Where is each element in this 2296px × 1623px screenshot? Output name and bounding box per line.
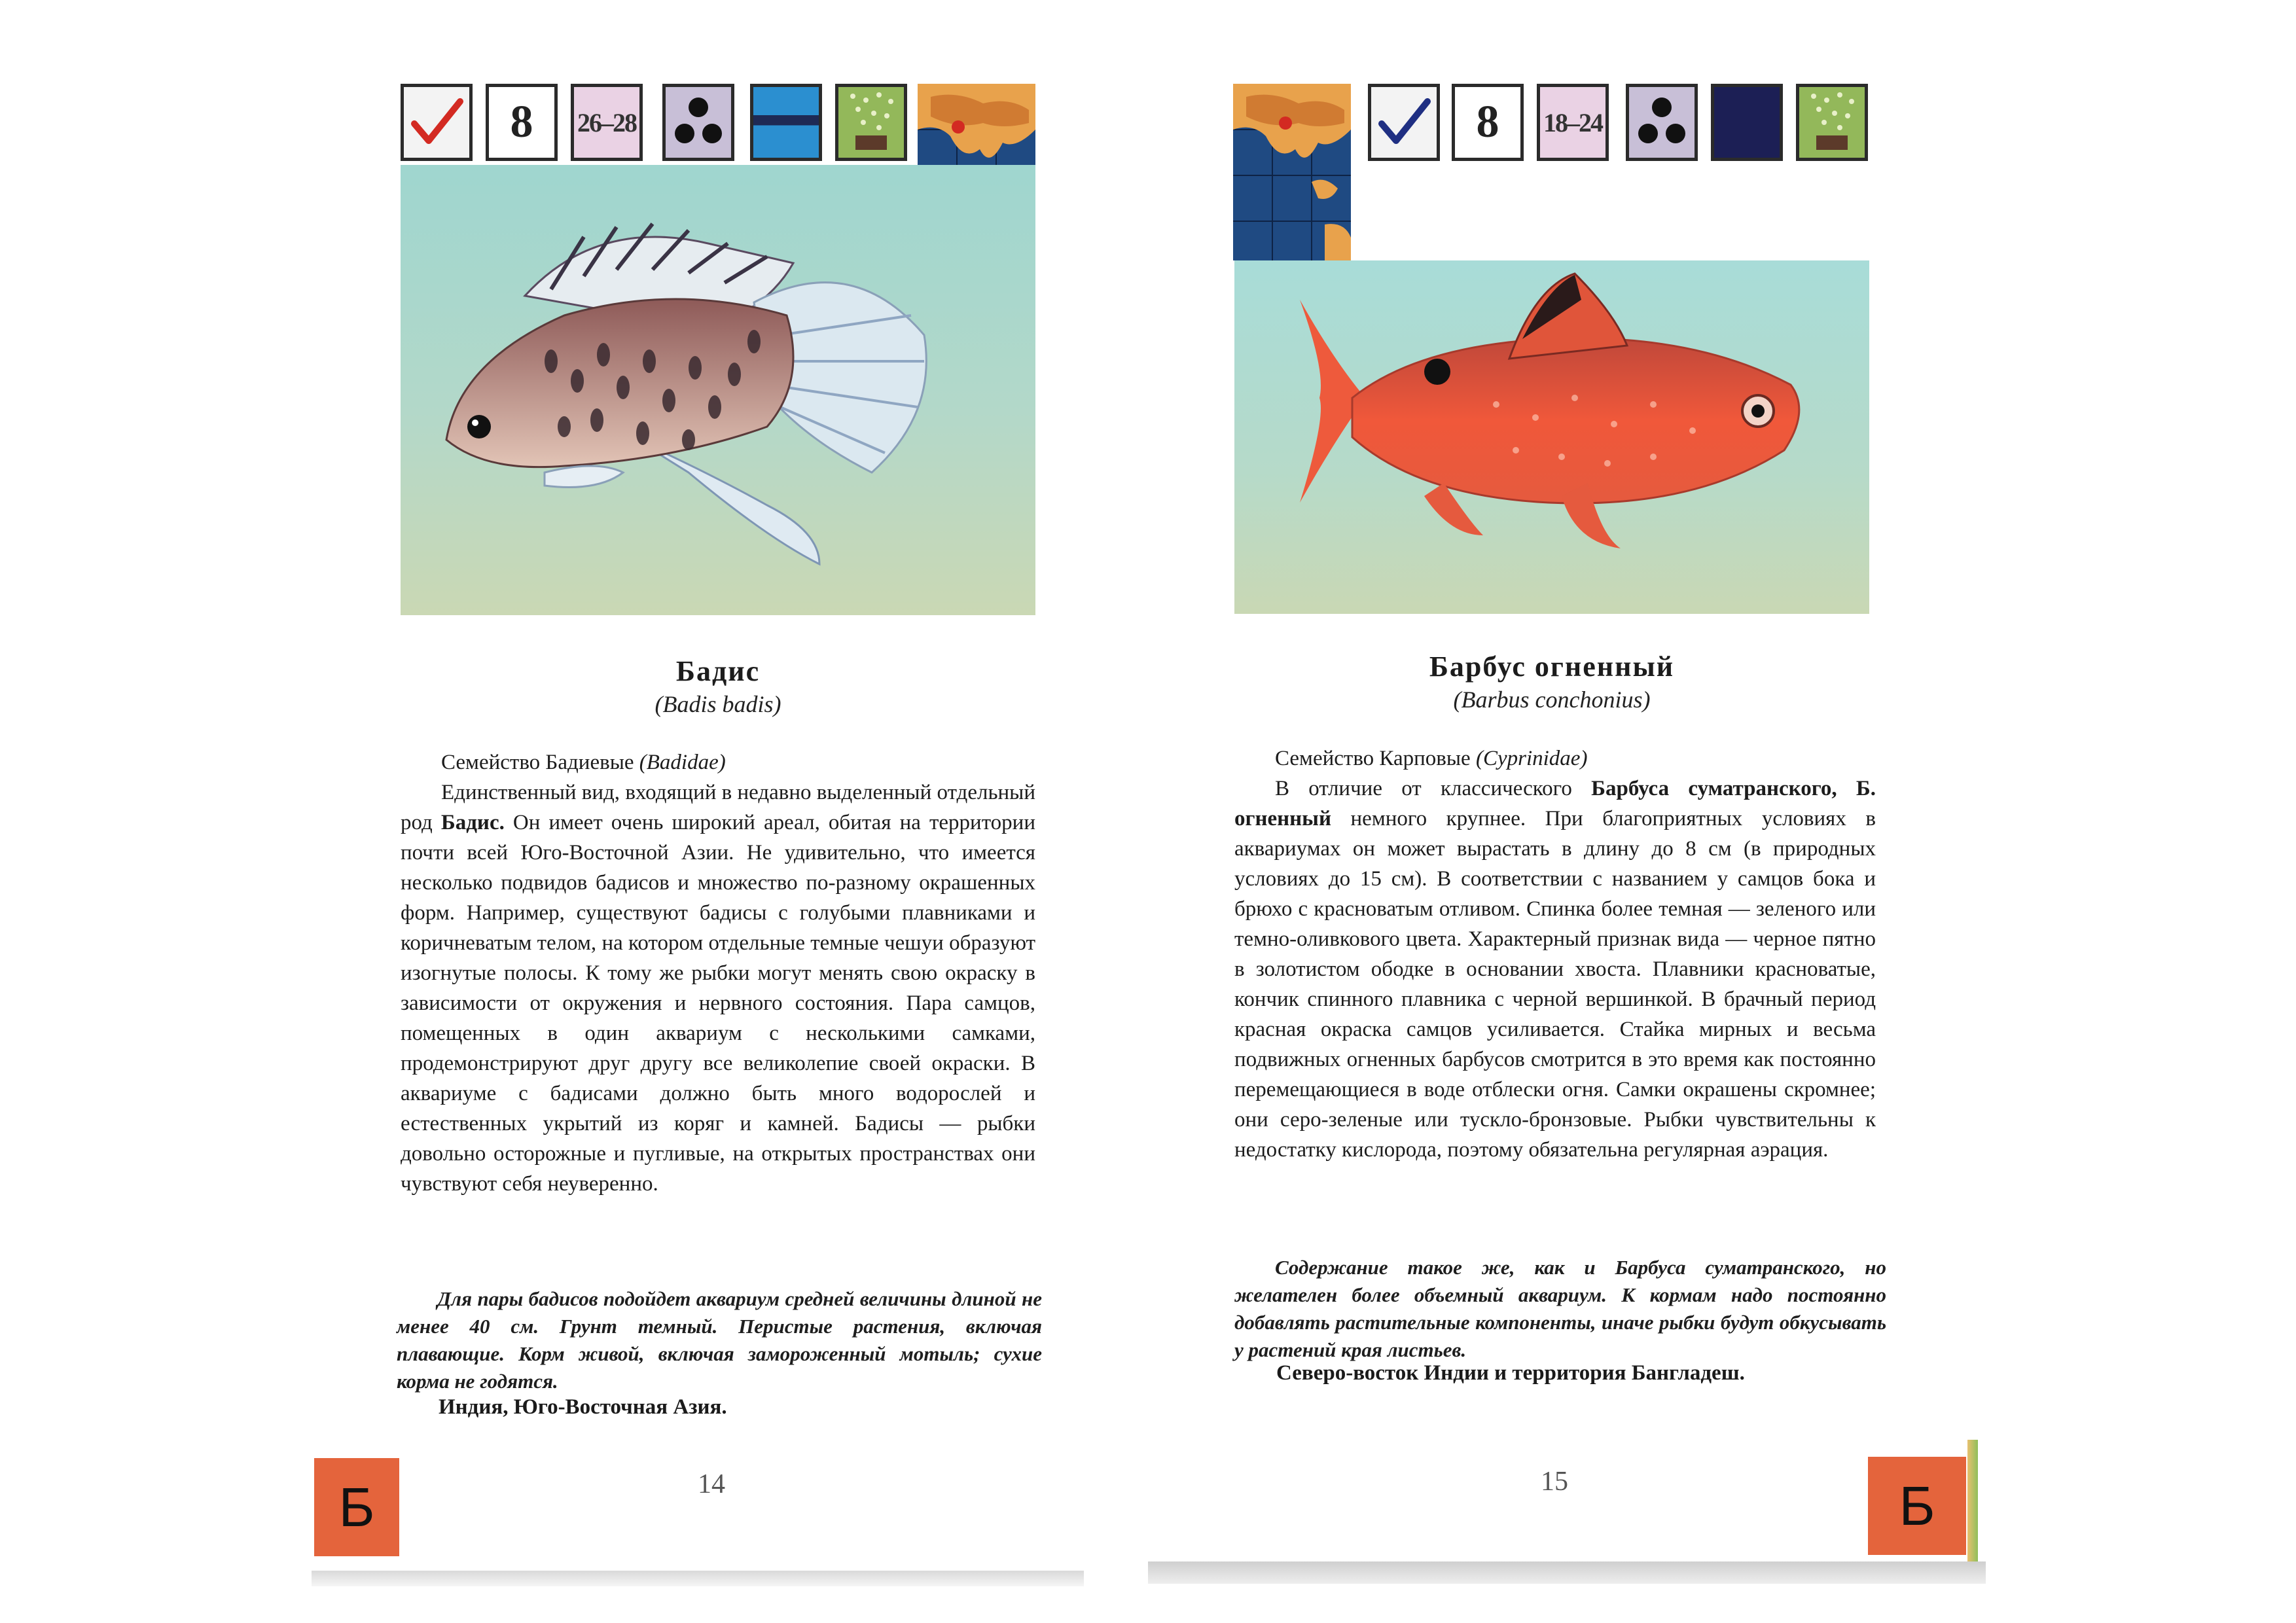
care-note: Содержание такое же, как и Барбуса суматранского, но желателен более объемный аквариум. К кормам надо постоянно добавлять растительные компоненты, иначе рыбки будут обкусывать у растений края листьев. bbox=[1234, 1256, 1886, 1361]
school-size-icon bbox=[1626, 84, 1698, 161]
species-title: Барбус огненный bbox=[1429, 651, 1675, 683]
alphabet-tab: Б bbox=[314, 1458, 399, 1556]
level-icon: 8 bbox=[1452, 84, 1524, 161]
description-paragraph: В отличие от классического Барбуса суматранского, Б. огненный немного крупнее. При благоприятных условиях в аквариумах он может вырастать в длину до 8 см (в природных условиях до 15 см). В соответствии с названием у самцов бока и брюхо с красноватым отливом. Спинка более темная — зеленого или темно-оливкового цвета. Характерный признак вида — черное пятно в золотистом ободке в основании хвоста. Плавники красноватые, кончик спинного плавника с черной вершинкой. В брачный период красная окраска самцов усиливается. Стайка мирных и весьма подвижных огненных барбусов смотрится в это время как постоянно перемещающиеся в воде отблески огня. Самки окрашены скромнее; они серо-зеленые или тускло-бронзовые. Рыбки чувствительны к недостатку кислорода, поэтому обязательна регулярная аэрация. bbox=[1234, 777, 1876, 1162]
fish-photo-badis bbox=[401, 165, 1035, 615]
species-description bbox=[401, 747, 1035, 1199]
check-icon bbox=[1368, 84, 1440, 161]
page-edge-shadow bbox=[1148, 1561, 1986, 1584]
species-latin-name: (Barbus conchonius) bbox=[1453, 687, 1651, 713]
care-note: Для пары бадисов подойдет аквариум средней величины длиной не менее 40 см. Грунт темный. Перистые растения, включая плавающие. Корм живой, включая замороженный мотыль; сухие корма не годятся. bbox=[397, 1287, 1042, 1393]
world-map-icon bbox=[1233, 84, 1351, 260]
family-line: Семейство Карповые (Cyprinidae) bbox=[1275, 747, 1588, 770]
habitat-line: Индия, Юго-Восточная Азия. bbox=[439, 1395, 727, 1419]
water-level-icon bbox=[1711, 84, 1783, 161]
water-level-icon bbox=[750, 84, 822, 161]
page-edge-shadow bbox=[312, 1571, 1084, 1586]
feeding-icon bbox=[835, 84, 907, 161]
right-page bbox=[1148, 0, 2296, 1623]
species-title: Бадис bbox=[675, 655, 761, 687]
left-icon-row bbox=[401, 84, 1042, 165]
page-number: 14 bbox=[698, 1469, 725, 1499]
habitat-line: Северо-восток Индии и территория Бангладеш. bbox=[1276, 1361, 1745, 1385]
feeding-icon bbox=[1796, 84, 1868, 161]
temperature-icon: 18–24 bbox=[1537, 84, 1609, 161]
right-icon-row bbox=[1233, 84, 1888, 165]
school-size-icon bbox=[662, 84, 734, 161]
description-paragraph: Единственный вид, входящий в недавно выделенный отдельный род Бадис. Он имеет очень широкий ареал, обитая на территории почти всей Юго-Восточной Азии. Не удивительно, что имеется несколько подвидов бадисов и множество по-разному окрашенных форм. Например, существуют бадисы с голубыми плавниками и коричневатым телом, на котором отдельные темные чешуи образуют изогнутые полосы. К тому же рыбки могут менять свою окраску в зависимости от окружения и нервного состояния. Пара самцов, помещенных в один аквариум с несколькими самками, продемонстрируют друг другу все великолепие своей окраски. В аквариуме с бадисами должно быть много водорослей и естественных укрытий из коряг и камней. Бадисы — рыбки довольно осторожные и пугливые, на открытых пространствах они чувствуют себя неуверенно. bbox=[401, 781, 1035, 1196]
family-line: Семейство Бадиевые (Badidae) bbox=[441, 751, 726, 774]
page-number: 15 bbox=[1541, 1467, 1568, 1497]
fish-photo-barbus bbox=[1234, 260, 1869, 614]
species-latin-name: (Badis badis) bbox=[655, 691, 781, 717]
alphabet-tab: Б bbox=[1868, 1457, 1966, 1555]
check-icon bbox=[401, 84, 473, 161]
species-description bbox=[1234, 743, 1876, 1165]
temperature-icon: 26–28 bbox=[571, 84, 643, 161]
level-icon: 8 bbox=[486, 84, 558, 161]
